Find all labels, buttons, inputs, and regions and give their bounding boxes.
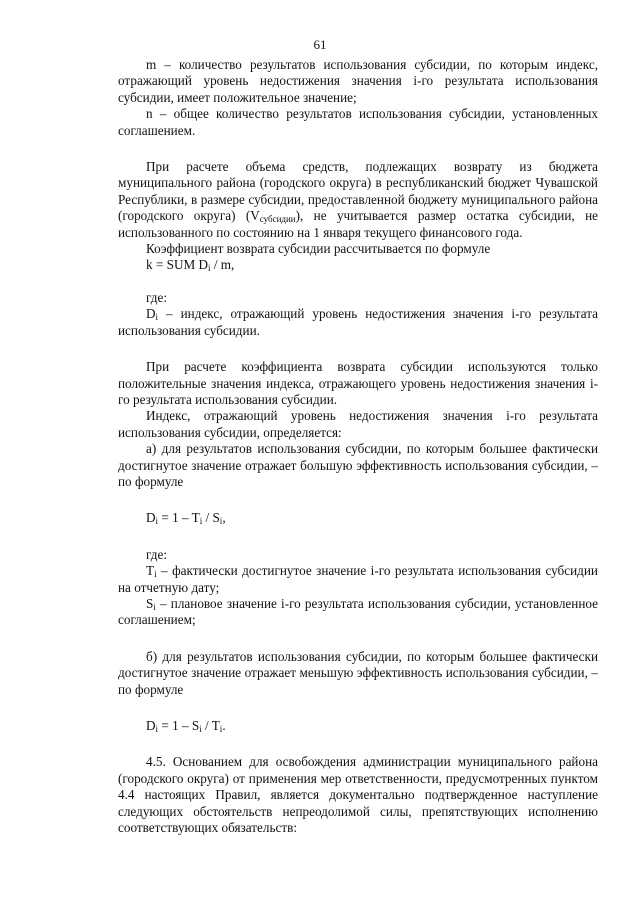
fa-s-sub: i	[219, 516, 223, 527]
where-label-2: где:	[146, 546, 167, 562]
document-body	[118, 57, 598, 836]
formula-k-sub: i	[208, 263, 211, 274]
calc-paragraph-1-text: При расчете объема средств, подлежащих возврату из бюджета муниципального района (городского округа) в республиканский бюджет Чувашской Республики, в размере субсидии, предоставленной бюджету муниципального района (городского округа) (V	[118, 159, 598, 224]
formula-k	[118, 257, 598, 273]
fa-t-sub: i	[199, 516, 203, 527]
n-definition: n – общее количество результатов использования субсидии, установленных соглашением.	[118, 106, 598, 138]
d-definition	[118, 306, 598, 339]
s-symbol: S	[146, 595, 154, 611]
fa-mid: = 1 – T	[158, 510, 200, 526]
formula-k-main: k = SUM D	[146, 257, 209, 273]
coef-intro: Коэффициент возврата субсидии рассчитывается по формуле	[146, 241, 491, 257]
t-symbol: T	[146, 563, 155, 579]
s-definition-text: – плановое значение i-го результата использования субсидии, установленное соглашением;	[118, 595, 598, 628]
formula-k-tail: / m,	[210, 257, 235, 273]
d-sub: i	[155, 312, 159, 323]
m-definition: m – количество результатов использования субсидии, по которым индекс, отражающий уровень недостижения значения i-го результата использования субсидии, имеет положительное значение;	[118, 57, 598, 105]
fb-mid: = 1 – S	[158, 718, 200, 733]
section-4-5: 4.5. Основанием для освобождения администрации муниципального района (городского округа) от применения мер ответственности, предусмотренных пунктом 4.4 настоящих Правил, является документально подтвержденное наступление следующих обстоятельств непреодолимой силы, препятствующих исполнению соответствующих обязательств:	[118, 754, 598, 836]
v-subscript: субсидии	[259, 214, 296, 225]
fb-s-sub: i	[199, 724, 202, 734]
fa-d-sub: i	[155, 516, 159, 527]
fb-d-sub: i	[155, 724, 159, 734]
t-sub: i	[154, 569, 157, 580]
case-b: б) для результатов использования субсидии, по которым большее фактически достигнутое значение отражает меньшую эффективность использования субсидии, – по формуле	[118, 648, 598, 697]
formula-a	[118, 510, 598, 526]
fa-d: D	[146, 510, 156, 526]
where-label-1: где:	[146, 289, 167, 305]
fa-end: ,	[222, 510, 226, 526]
fb-d: D	[146, 718, 156, 733]
calc-paragraph-1	[118, 159, 598, 241]
fb-end: .	[222, 718, 226, 733]
d-definition-text: – индекс, отражающий уровень недостижения значения i-го результата использования субсидии.	[118, 306, 598, 338]
case-a: а) для результатов использования субсидии, по которым большее фактически достигнутое значение отражает большую эффективность использования субсидии, – по формуле	[118, 441, 598, 489]
calc-paragraph-2: При расчете коэффициента возврата субсидии используются только положительные значения индекса, отражающего уровень недостижения значения i-го результата использования субсидии.	[118, 359, 598, 407]
fa-div: / S	[202, 510, 220, 526]
fb-div: / T	[201, 718, 220, 733]
formula-b	[118, 718, 598, 734]
calc-paragraph-1-tail: ), не учитывается размер остатка субсидии, не использованного по состоянию на 1 января текущего финансового года.	[118, 208, 598, 240]
index-definition: Индекс, отражающий уровень недостижения значения i-го результата использования субсидии, определяется:	[118, 408, 598, 440]
s-sub: i	[153, 601, 156, 612]
fb-t-sub: i	[219, 724, 223, 734]
s-definition	[118, 596, 598, 629]
t-definition-text: – фактически достигнутое значение i-го результата использования субсидии на отчетную дату;	[118, 563, 598, 595]
d-symbol: D	[146, 306, 156, 322]
t-definition	[118, 563, 598, 596]
page-number: 61	[313, 37, 327, 52]
